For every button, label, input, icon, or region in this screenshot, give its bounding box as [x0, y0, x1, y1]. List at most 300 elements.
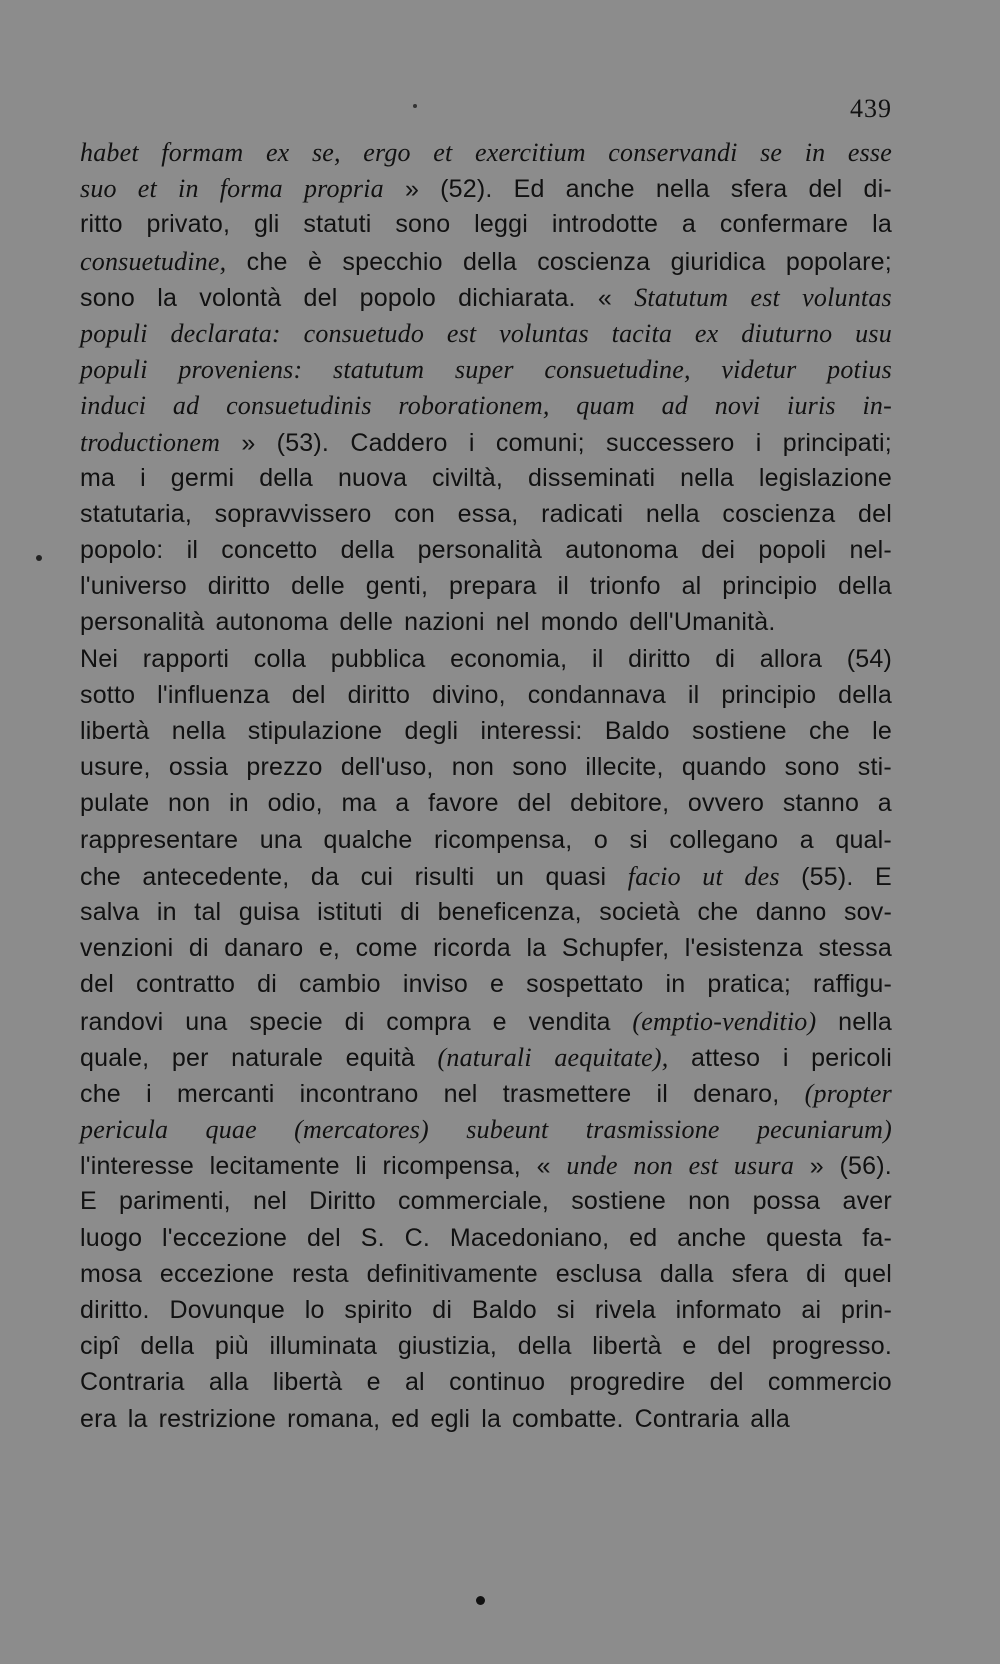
word: in	[156, 897, 177, 926]
word: prepara	[449, 572, 537, 601]
word: civiltà,	[431, 463, 504, 492]
word: il	[687, 680, 700, 709]
word: le	[872, 717, 892, 745]
word: (55).	[801, 862, 854, 891]
word: C.	[404, 1223, 430, 1252]
word: una	[259, 825, 303, 854]
word: est	[750, 282, 780, 312]
word: i	[468, 428, 475, 457]
word: rappresentare	[80, 825, 239, 854]
word: del	[80, 970, 114, 999]
word: germi	[170, 463, 235, 492]
word: nel	[252, 1187, 287, 1216]
word: Nei	[80, 644, 119, 673]
word: «	[597, 283, 613, 312]
text-line	[80, 174, 892, 210]
word: ad	[172, 391, 200, 421]
word: della	[259, 463, 314, 492]
word: roborationem,	[398, 391, 550, 421]
word: al	[404, 1368, 425, 1397]
word: habet	[80, 138, 139, 167]
word: esse	[847, 138, 892, 167]
word: l'universo	[80, 572, 187, 601]
word: Schupfer,	[561, 934, 670, 963]
word: o	[593, 825, 608, 854]
word: stanno	[782, 789, 860, 818]
word: a	[799, 825, 814, 854]
word: libertà	[592, 1332, 662, 1361]
word: Caddero	[350, 428, 448, 457]
text-line	[80, 1115, 892, 1151]
word: stessa	[818, 934, 892, 963]
word: est	[446, 318, 477, 348]
word: statuti	[303, 210, 372, 239]
word: potius	[827, 355, 892, 385]
word: non	[168, 789, 211, 818]
text-line	[80, 428, 892, 464]
word: comuni;	[495, 428, 585, 457]
word: (propter	[804, 1078, 892, 1108]
word: che	[808, 717, 850, 745]
word: di-	[863, 175, 892, 204]
print-speck	[413, 104, 417, 108]
word: mercanti	[177, 1079, 275, 1108]
word: unde	[566, 1151, 618, 1181]
word: sostiene	[571, 1187, 666, 1216]
text-line	[80, 572, 892, 608]
word: est	[688, 1151, 719, 1181]
word: ergo	[363, 138, 411, 167]
word: consuetudine,	[80, 246, 227, 276]
text-line	[80, 464, 892, 500]
word: di	[257, 970, 277, 999]
word: mondo	[540, 608, 619, 637]
word: il	[186, 536, 199, 565]
word: trasmissione	[585, 1115, 720, 1145]
word: ma	[341, 789, 377, 818]
word: usura	[733, 1151, 795, 1181]
word: che	[246, 247, 288, 276]
text-line	[80, 283, 892, 319]
word: risulti	[414, 862, 475, 891]
word: favore	[428, 789, 499, 818]
word: venzioni	[80, 934, 174, 963]
word: successero	[606, 428, 735, 457]
word: principio	[721, 680, 817, 709]
word: del	[517, 789, 552, 818]
word: sono	[80, 283, 136, 312]
word: la	[127, 1404, 148, 1433]
word: ritto	[80, 210, 123, 239]
word: progresso.	[771, 1332, 892, 1361]
word: sov-	[843, 897, 892, 926]
word: inviso	[402, 970, 468, 999]
word: colla	[253, 644, 307, 673]
word: sti-	[857, 753, 892, 782]
word: romana,	[287, 1404, 381, 1433]
word: illuminata	[269, 1332, 378, 1361]
word: la	[872, 210, 892, 239]
word: debitore,	[570, 789, 670, 818]
word: Baldo	[471, 1296, 537, 1324]
word: ovvero	[687, 789, 765, 818]
word: e,	[318, 934, 341, 963]
word: interessi:	[480, 717, 583, 745]
word: sono	[512, 753, 568, 782]
text-line	[80, 753, 892, 789]
word: a	[877, 789, 892, 818]
word: del	[717, 1332, 752, 1361]
word: nazioni	[404, 608, 485, 637]
word: volontà	[199, 283, 282, 312]
word: esclusa	[555, 1259, 642, 1288]
word: (54)	[846, 644, 892, 673]
word: sospettato	[526, 970, 644, 999]
text-line	[80, 608, 892, 644]
word: eccezione	[159, 1259, 275, 1288]
word: populi	[80, 318, 148, 348]
word: propria	[303, 174, 384, 204]
text-line	[80, 970, 892, 1006]
word: facio	[627, 861, 681, 891]
word: ricompensa,	[382, 1152, 521, 1181]
word: diritto	[628, 644, 691, 673]
word: »	[241, 428, 256, 457]
text-line	[80, 138, 892, 174]
word: mosa	[80, 1259, 142, 1288]
word: nella	[680, 463, 734, 492]
word: et	[137, 174, 157, 204]
text-line	[80, 862, 892, 898]
word: usu	[855, 318, 892, 348]
word: era	[80, 1404, 117, 1433]
word: fa-	[862, 1223, 892, 1252]
word: se,	[311, 138, 341, 167]
word: della	[140, 1332, 195, 1361]
word: disseminati	[527, 463, 656, 492]
word: collegano	[669, 825, 779, 854]
body-text	[80, 138, 892, 1441]
word: egli	[430, 1404, 471, 1433]
word: consuetudinis	[226, 391, 372, 421]
word: della	[838, 572, 892, 601]
word: di	[806, 1259, 826, 1288]
word: cui	[360, 862, 394, 891]
word: illecite,	[585, 753, 664, 782]
word: luogo	[80, 1223, 143, 1252]
word: diritto	[347, 680, 411, 709]
word: della	[463, 247, 517, 276]
footer-mark	[476, 1596, 485, 1605]
word: i	[782, 1043, 789, 1072]
word: beneficenza,	[437, 897, 582, 926]
word: pulate	[80, 789, 150, 818]
word: e	[682, 1332, 697, 1361]
word: troductionem	[80, 427, 221, 457]
word: si	[556, 1296, 576, 1324]
text-line	[80, 536, 892, 572]
word: personalità	[417, 536, 543, 565]
word: di	[400, 897, 421, 926]
word: danaro	[224, 934, 304, 963]
text-line	[80, 1187, 892, 1223]
word: incontrano	[299, 1079, 419, 1108]
margin-mark	[36, 555, 42, 561]
word: (52).	[440, 175, 493, 204]
word: del	[306, 1223, 341, 1252]
word: (mercatores)	[294, 1115, 429, 1145]
word: des	[744, 861, 780, 891]
word: ossia	[168, 753, 229, 782]
word: proveniens:	[178, 355, 303, 385]
word: da	[310, 862, 340, 891]
word: rapporti	[142, 644, 230, 673]
word: l'esistenza	[684, 934, 803, 963]
word: anche	[565, 175, 635, 204]
word: lo	[304, 1296, 325, 1324]
word: sono	[784, 753, 840, 782]
word: tacita	[611, 318, 673, 348]
word: del	[808, 175, 843, 204]
word: sostiene	[692, 717, 787, 745]
word: S.	[360, 1223, 385, 1252]
word: per	[171, 1043, 209, 1072]
word: pecuniarum)	[756, 1115, 892, 1145]
word: cambio	[299, 970, 381, 999]
word: genti,	[365, 572, 429, 601]
word: cipî	[80, 1332, 120, 1361]
word: novi	[714, 391, 761, 421]
word: Baldo	[604, 717, 670, 745]
word: libertà	[272, 1368, 343, 1397]
word: trionfo	[589, 572, 661, 601]
word: quasi	[545, 862, 607, 891]
word: libertà	[80, 717, 150, 745]
text-line	[80, 789, 892, 825]
word: rivela	[594, 1296, 656, 1324]
text-line	[80, 717, 892, 753]
word: «	[536, 1152, 551, 1181]
word: sono	[395, 210, 451, 239]
word: iuris	[787, 391, 836, 421]
word: declarata:	[170, 318, 281, 348]
word: (emptio-venditio)	[632, 1006, 817, 1036]
word: nella	[645, 499, 700, 528]
word: concetto	[221, 536, 318, 565]
word: condannava	[527, 680, 666, 709]
word: denaro,	[693, 1079, 780, 1108]
word: atteso	[690, 1043, 761, 1072]
word: degli	[404, 717, 459, 745]
text-line	[80, 1296, 892, 1332]
word: quel	[843, 1259, 892, 1288]
text-line	[80, 1151, 892, 1187]
word: più	[214, 1332, 249, 1361]
word: popolo:	[80, 536, 164, 565]
word: pubblica	[330, 644, 426, 673]
word: induci	[80, 391, 147, 421]
text-line	[80, 645, 892, 681]
text-line	[80, 210, 892, 246]
word: ed	[629, 1223, 658, 1252]
page-number: 439	[850, 94, 892, 123]
word: Contraria	[80, 1368, 185, 1397]
word: aequitate),	[554, 1042, 669, 1072]
word: continuo	[449, 1368, 546, 1397]
word: a	[395, 789, 410, 818]
word: autonoma	[565, 536, 679, 565]
word: E	[875, 862, 892, 891]
word: naturale	[231, 1043, 324, 1072]
word: l'influenza	[157, 680, 270, 709]
word: nella	[171, 717, 226, 745]
word: equità	[345, 1043, 415, 1072]
word: specchio	[342, 247, 443, 276]
word: nel-	[849, 536, 892, 565]
word: (naturali	[437, 1042, 532, 1072]
word: formam	[161, 138, 244, 167]
word: allora	[759, 644, 823, 673]
word: guisa	[238, 897, 300, 926]
word: di	[188, 934, 209, 963]
word: alla	[750, 1404, 790, 1433]
word: odio,	[267, 789, 323, 818]
word: quam	[576, 391, 635, 421]
word: nella	[838, 1007, 892, 1036]
word: combatte.	[512, 1404, 624, 1433]
text-line	[80, 1368, 892, 1404]
word: lecitamente	[209, 1152, 340, 1181]
word: usure,	[80, 753, 151, 782]
word: l'interesse	[80, 1152, 194, 1181]
word: diritto	[207, 572, 271, 601]
text-line	[80, 1224, 892, 1260]
word: consuetudo	[303, 318, 425, 348]
word: et	[433, 138, 453, 167]
word: del	[858, 499, 892, 528]
word: pericoli	[811, 1043, 892, 1072]
word: è	[307, 247, 323, 276]
word: i	[146, 1079, 152, 1108]
word: Dovunque	[169, 1296, 286, 1324]
word: aver	[842, 1187, 892, 1216]
word: (53).	[276, 428, 330, 457]
text-line	[80, 319, 892, 355]
word: Macedoniano,	[449, 1223, 610, 1252]
word: alla	[208, 1368, 249, 1397]
word: li	[355, 1152, 367, 1181]
word: definitivamente	[366, 1259, 538, 1288]
word: dichiarata.	[458, 283, 576, 312]
word: dei	[701, 536, 736, 565]
word: di	[344, 1007, 365, 1036]
word: raffigu-	[813, 970, 892, 999]
word: specie	[249, 1007, 323, 1036]
word: diritto.	[80, 1296, 150, 1324]
text-line	[80, 1260, 892, 1296]
word: autonoma	[215, 608, 329, 637]
word: nella	[655, 175, 710, 204]
word: non	[688, 1187, 731, 1216]
word: una	[185, 1007, 228, 1036]
word: ricompensa,	[434, 825, 573, 854]
word: a	[681, 210, 697, 239]
word: ricorda	[433, 934, 511, 963]
text-line	[80, 898, 892, 934]
word: Contraria	[634, 1404, 740, 1433]
word: salva	[80, 897, 140, 926]
word: un	[495, 862, 525, 891]
word: commercio	[767, 1368, 892, 1397]
word: spirito	[344, 1296, 413, 1324]
word: qual-	[835, 825, 892, 854]
word: il	[591, 644, 604, 673]
word: quae	[205, 1115, 257, 1145]
text-line	[80, 391, 892, 427]
word: divino,	[432, 680, 506, 709]
word: e	[489, 970, 505, 999]
word: sotto	[80, 680, 136, 709]
word: statutaria,	[80, 499, 192, 528]
word: »	[809, 1152, 824, 1181]
word: e	[366, 1368, 381, 1397]
word: in	[665, 970, 686, 999]
word: popolare;	[785, 247, 892, 276]
word: privato,	[146, 210, 231, 239]
word: sopravvissero	[214, 499, 372, 528]
word: diuturno	[741, 318, 833, 348]
word: subeunt	[466, 1115, 549, 1145]
word: vendita	[528, 1007, 611, 1036]
word: restrizione	[158, 1404, 277, 1433]
word: qualche	[323, 825, 413, 854]
word: legislazione	[758, 463, 892, 492]
text-line	[80, 1043, 892, 1079]
word: nel	[495, 608, 530, 637]
word: il	[656, 1079, 669, 1108]
word: della	[517, 1332, 572, 1361]
word: stipulazione	[247, 717, 383, 745]
word: confermare	[719, 210, 849, 239]
word: leggi	[474, 210, 528, 239]
word: istituti	[317, 897, 383, 926]
word: dell'Umanità.	[629, 608, 776, 637]
word: del	[291, 680, 326, 709]
text-line	[80, 500, 892, 536]
word: danno	[755, 897, 827, 926]
word: giustizia,	[397, 1332, 498, 1361]
word: dell'uso,	[340, 753, 434, 782]
word: ma	[80, 463, 116, 492]
word: della	[340, 536, 395, 565]
word: questa	[766, 1223, 843, 1252]
word: di	[432, 1296, 453, 1324]
word: populi	[80, 355, 148, 385]
word: delle	[339, 608, 394, 637]
word: trasmettere	[502, 1079, 632, 1108]
word: ex	[265, 138, 290, 167]
word: quando	[681, 753, 767, 782]
word: in-	[862, 391, 892, 421]
word: con	[394, 499, 436, 528]
word: resta	[292, 1259, 349, 1288]
word: delle	[291, 572, 345, 601]
text-line	[80, 1332, 892, 1368]
word: l'eccezione	[162, 1223, 288, 1252]
word: in	[229, 789, 249, 818]
word: radicati	[541, 499, 624, 528]
word: giuridica	[670, 247, 766, 276]
